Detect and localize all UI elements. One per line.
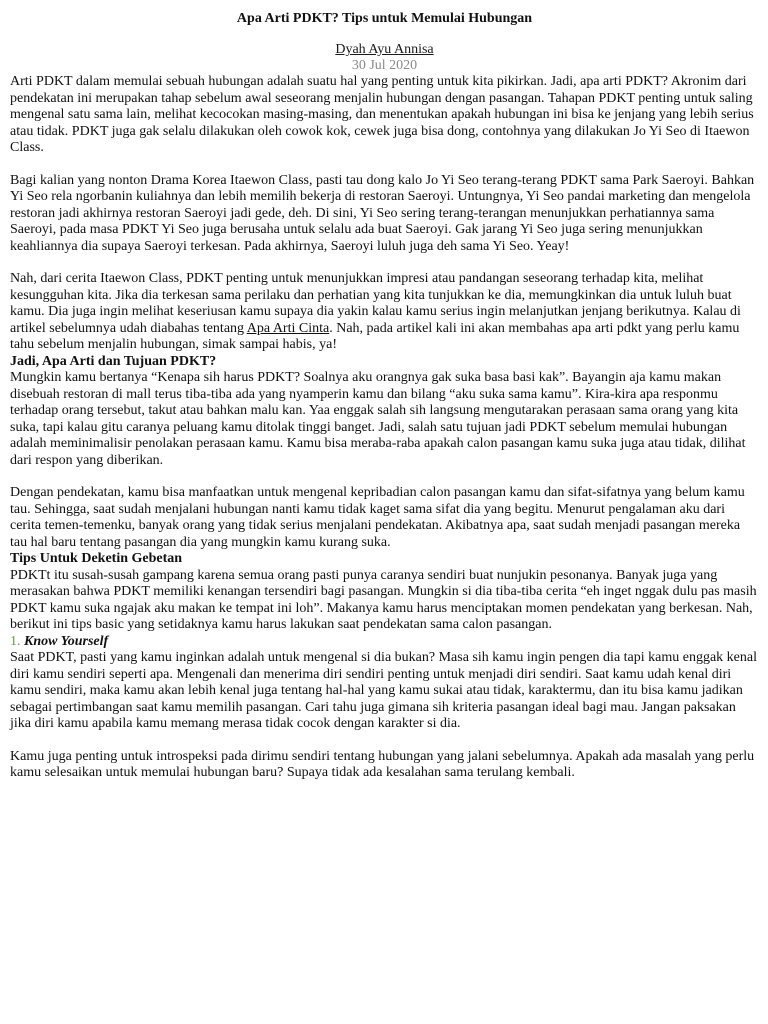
author-link[interactable]: Dyah Ayu Annisa bbox=[335, 42, 434, 57]
paragraph-text: . Nah, pada artikel kali ini akan membahas apa arti pdkt yang perlu kamu tahu sebelum menjalin hubungan, simak sampai habis, ya! bbox=[10, 320, 740, 352]
apa-arti-cinta-link[interactable]: Apa Arti Cinta bbox=[246, 320, 330, 336]
paragraph-tujuan: Mungkin kamu bertanya “Kenapa sih harus PDKT? Soalnya aku orangnya gak suka basa basi kak”. Bayangin aja kamu makan disebuah restoran di mall terus tiba-tiba ada yang nyamperin kamu dan bilang “aku suka sama kamu”. Kira-kira apa responmu terhadap orang tersebut, takut atau bahkan malu kan. Yaa enggak salah sih langsung mengutarakan perasaan sama orang yang kita suka, tapi kalau gitu caranya peluang kamu ditolak tinggi banget. Jadi, salah satu tujuan jadi PDKT sebelum memulai hubungan adalah meminimalisir penolakan perasaan kamu. Kamu bisa meraba-raba apakah calon pasangan kamu suka juga atau tidak, dilihat dari respon yang diberikan. bbox=[10, 370, 746, 468]
paragraph-text: Nah, dari cerita Itaewon Class, PDKT penting untuk menunjukkan impresi atau pandangan seseorang terhadap kita, melihat kesungguhan kita. Jika dia terkesan sama perilaku dan perhatian yang kita tunjukkan ke dia, memungkinkan dia untuk luluh buat kamu. Dia juga ingin melihat keseriusan kamu supaya dia yakin kalau kamu serius ingin melanjutkan jenjang berikutnya. Kalau di artikel sebelumnya udah diabahas tentang bbox=[10, 271, 741, 336]
paragraph-know-yourself: Saat PDKT, pasti yang kamu inginkan adalah untuk mengenal si dia bukan? Masa sih kamu ingin pengen dia tapi kamu enggak kenal diri kamu sendiri seperti apa. Mengenali dan menerima diri sendiri penting untuk menjadi diri sendiri. Saat kamu udah kenal diri kamu sendiri, maka kamu akan lebih kenal juga tentang hal-hal yang kamu sukai atau tidak, karaktermu, dan itu bisa kamu jadikan sebagai pertimbangan saat kamu memilih pasangan. Cari tahu juga gimana sih kriteria pasangan ideal bagi mau. Jangan paksakan jika diri kamu apabila kamu memang merasa tidak cocok dengan karakter si dia. bbox=[10, 650, 758, 731]
publish-date: 30 Jul 2020 bbox=[351, 58, 418, 73]
paragraph-importance bbox=[10, 271, 759, 354]
tip-number: 1. bbox=[10, 633, 21, 649]
section-heading-tips: Tips Untuk Deketin Gebetan bbox=[10, 551, 183, 566]
paragraph-pendekatan: Dengan pendekatan, kamu bisa manfaatkan untuk mengenal kepribadian calon pasangan kamu dan sifat-sifatnya yang belum kamu tau. Sehingga, saat sudah menjalani hubungan nanti kamu tidak kaget sama sifat dia yang begitu. Menurut pengalaman aku dari cerita temen-temenku, banyak orang yang tidak serius menjalani pendekatan. Akibatnya apa, saat sudah menjadi pasangan mereka tau hal baru tentang pasangan dia yang mungkin kamu kurang suka. bbox=[10, 485, 745, 550]
section-heading-tujuan: Jadi, Apa Arti dan Tujuan PDKT? bbox=[10, 353, 217, 369]
tip-title: Know Yourself bbox=[24, 633, 109, 649]
tip-heading-1 bbox=[10, 634, 759, 651]
byline bbox=[10, 42, 759, 58]
paragraph-itaewon: Bagi kalian yang nonton Drama Korea Itaewon Class, pasti tau dong kalo Jo Yi Seo terang-terang PDKT sama Park Saeroyi. Bahkan Yi Seo rela ngorbanin kuliahnya dan lebih memilih bekerja di restoran Saeroyi. Untungnya, Yi Seo pandai marketing dan mengelola restoran jadi akhirnya restoran Saeroyi jadi gede, deh. Di sini, Yi Seo sering terang-terangan menunjukkan perhatiannya sama Saeroyi, pada masa PDKT Yi Seo juga berusaha untuk selalu ada buat Saeroyi. Gak jarang Yi Seo juga sering menunjukkan keahliannya dia supaya Saeroyi terkesan. Pada akhirnya, Saeroyi luluh juga deh sama Yi Seo. Yeay! bbox=[10, 172, 755, 254]
paragraph-tips: PDKTt itu susah-susah gampang karena semua orang pasti punya caranya sendiri buat nunjukin pesonanya. Banyak juga yang merasakan bahwa PDKT memiliki kenangan tersendiri bagi pasangan. Mungkin si dia tiba-tiba cerita “eh inget nggak dulu pas masih PDKT kamu suka ngajak aku makan ke tempat ini loh”. Makanya kamu harus menciptakan momen pendekatan yang berkesan. Nah, berikut ini tips basic yang setidaknya kamu harus lakukan saat pendekatan sama calon pasangan. bbox=[10, 567, 757, 632]
paragraph-intro: Arti PDKT dalam memulai sebuah hubungan adalah suatu hal yang penting untuk kita pikirkan. Jadi, apa arti PDKT? Akronim dari pendekatan ini merupakan tahap sebelum awal seseorang menjalin hubungan dengan pasangan. Tahapan PDKT penting untuk saling mengenal satu sama lain, melihat kecocokan masing-masing, dan menentukan apakah hubungan ini bisa ke jenjang yang lebih serius atau tidak. PDKT juga gak selalu dilakukan oleh cowok kok, cewek juga bisa dong, contohnya yang dilakukan Jo Yi Seo di Itaewon Class. bbox=[10, 74, 754, 155]
paragraph-introspeksi: Kamu juga penting untuk introspeksi pada dirimu sendiri tentang hubungan yang jalani sebelumnya. Apakah ada masalah yang perlu kamu selesaikan untuk memulai hubungan baru? Supaya tidak ada kesalahan sama terulang kembali. bbox=[10, 748, 755, 780]
article-title: Apa Arti PDKT? Tips untuk Memulai Hubungan bbox=[236, 11, 533, 26]
